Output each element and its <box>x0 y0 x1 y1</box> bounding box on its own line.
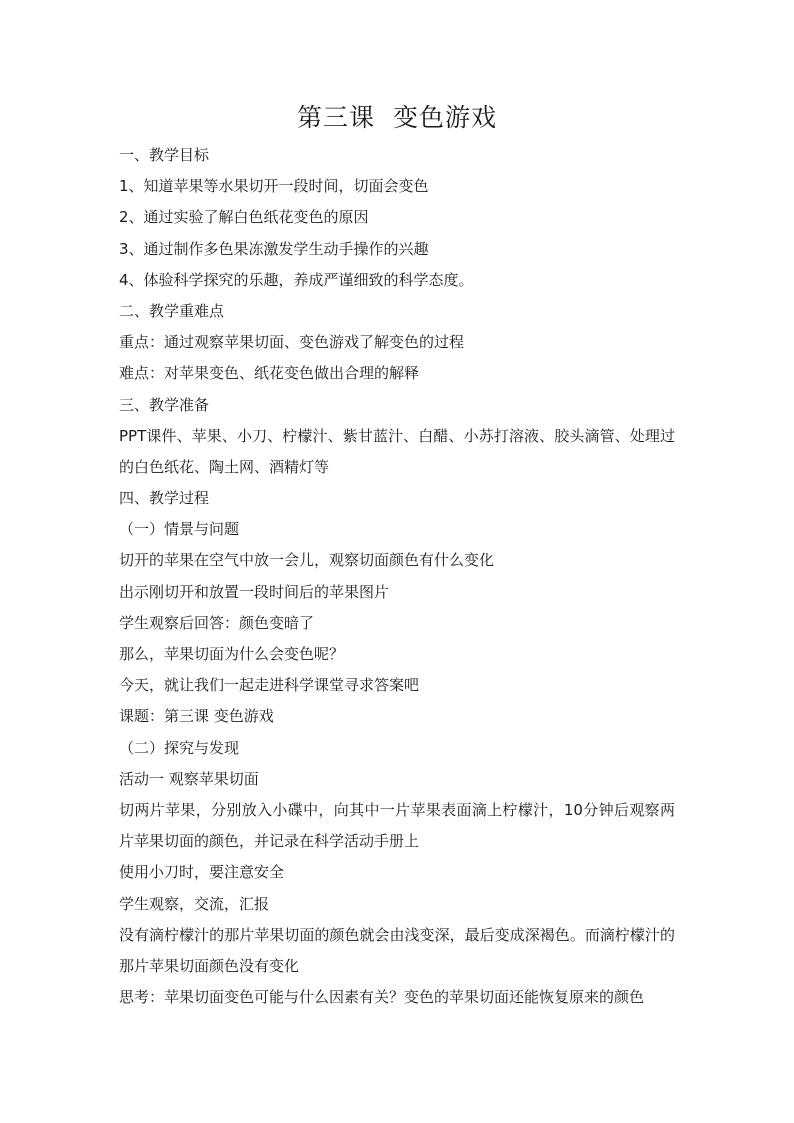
difficult-point: 难点：对苹果变色、纸花变色做出合理的解释 <box>119 364 420 383</box>
paragraph: 切开的苹果在空气中放一会儿，观察切面颜色有什么变化 <box>119 551 495 570</box>
subsection-heading-scenario: （一）情景与问题 <box>119 520 240 539</box>
paragraph: 使用小刀时，要注意安全 <box>119 863 285 882</box>
subsection-heading-explore: （二）探究与发现 <box>119 738 240 757</box>
objective-item: 1、知道苹果等水果切开一段时间，切面会变色 <box>119 177 429 196</box>
section-heading-process: 四、教学过程 <box>119 489 210 508</box>
activity-heading: 活动一 观察苹果切面 <box>119 769 259 788</box>
key-point: 重点：通过观察苹果切面、变色游戏了解变色的过程 <box>119 333 465 352</box>
paragraph: 今天，就让我们一起走进科学课堂寻求答案吧 <box>119 676 420 695</box>
document-title: 第三课 变色游戏 <box>297 103 497 132</box>
lesson-topic: 课题：第三课 变色游戏 <box>119 707 274 726</box>
paragraph: 思考：苹果切面变色可能与什么因素有关？变色的苹果切面还能恢复原来的颜色 <box>119 988 645 1007</box>
objective-item: 2、通过实验了解白色纸花变色的原因 <box>119 208 369 227</box>
paragraph: 没有滴柠檬汁的那片苹果切面的颜色就会由浅变深，最后变成深褐色。而滴柠檬汁的那片苹果切面颜色没有变化 <box>119 925 675 975</box>
section-heading-preparation: 三、教学准备 <box>119 395 210 414</box>
paragraph: 切两片苹果，分别放入小碟中，向其中一片苹果表面滴上柠檬汁，10分钟后观察两片苹果切面的颜色，并记录在科学活动手册上 <box>119 800 675 851</box>
paragraph: 学生观察后回答：颜色变暗了 <box>119 613 315 632</box>
paragraph: 出示刚切开和放置一段时间后的苹果图片 <box>119 582 390 601</box>
paragraph: 那么，苹果切面为什么会变色呢？ <box>119 645 345 664</box>
document-body <box>119 140 675 1013</box>
section-heading-objectives: 一、教学目标 <box>119 146 210 164</box>
preparation-materials: PPT课件、苹果、小刀、柠檬汁、紫甘蓝汁、白醋、小苏打溶液、胶头滴管、处理过的白色纸花、陶土网、酒精灯等 <box>119 426 675 476</box>
objective-item: 4、体验科学探究的乐趣，养成严谨细致的科学态度。 <box>119 270 474 289</box>
objective-item: 3、通过制作多色果冻激发学生动手操作的兴趣 <box>119 239 429 258</box>
paragraph: 学生观察，交流，汇报 <box>119 894 270 913</box>
section-heading-key-points: 二、教学重难点 <box>119 301 225 320</box>
